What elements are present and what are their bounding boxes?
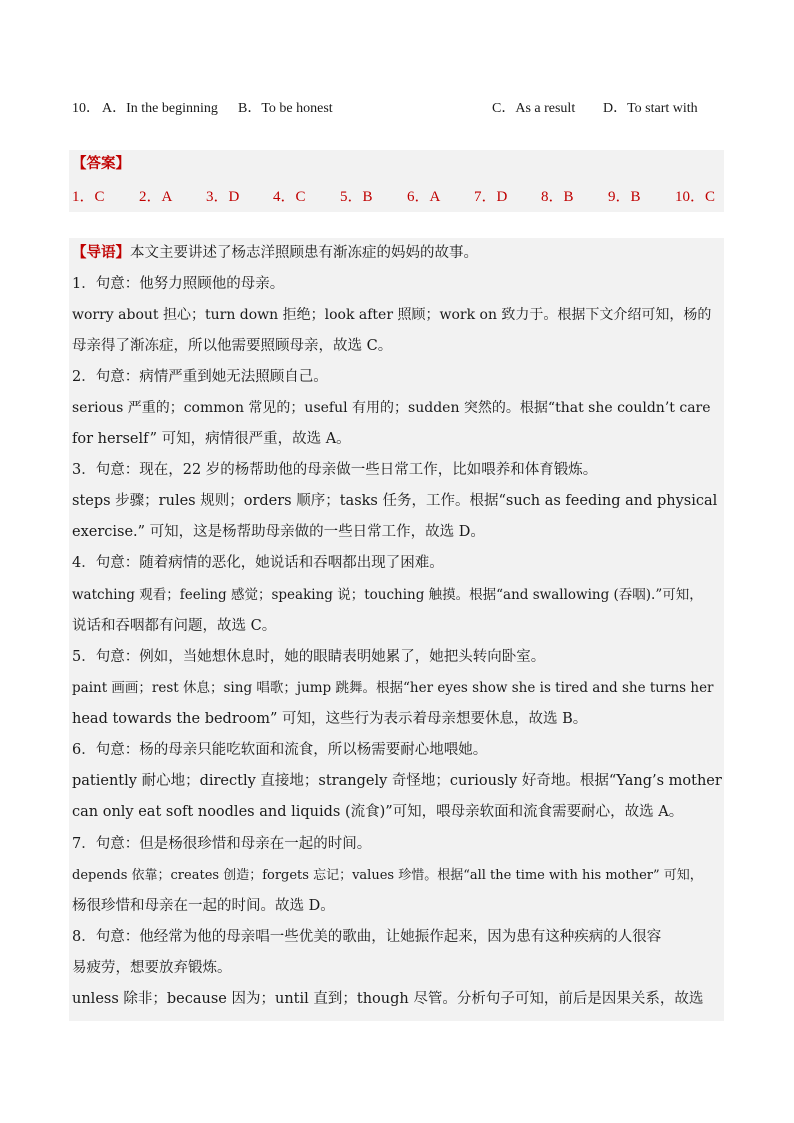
explanation-line: paint 画画；rest 休息；sing 唱歌；jump 跳舞。根据“her eyes show she is tired and she turns her [72, 680, 714, 696]
explanation-line: 易疲劳，想要放弃锻炼。 [72, 960, 232, 976]
explanation-line: 2．句意：病情严重到她无法照顾自己。 [72, 369, 328, 385]
explanation-line: 说话和吞咽都有问题，故选 C。 [72, 618, 277, 634]
answer-item: 8．B [541, 189, 574, 205]
question-10-options [72, 94, 722, 120]
explanation-line: unless 除非；because 因为；until 直到；though 尽管。分析句子可知，前后是因果关系，故选 [72, 991, 704, 1007]
option-c: C．As a result [492, 101, 576, 116]
option-b: B．To be honest [238, 101, 333, 116]
guide-text: 本文主要讲述了杨志洋照顾患有渐冻症的妈妈的故事。 [130, 245, 478, 261]
explanation-line: steps 步骤；rules 规则；orders 顺序；tasks 任务，工作。根据“such as feeding and physical [72, 493, 718, 509]
explanation-line: 3．句意：现在，22 岁的杨帮助他的母亲做一些日常工作，比如喂养和体育锻炼。 [72, 462, 598, 478]
answer-item: 1．C [72, 189, 105, 205]
explanation-line: head towards the bedroom” 可知，这些行为表示着母亲想要休息，故选 B。 [72, 711, 588, 727]
explanation-line: 8．句意：他经常为他的母亲唱一些优美的歌曲，让她振作起来，因为患有这种疾病的人很容 [72, 929, 662, 945]
explanation-line: patiently 耐心地；directly 直接地；strangely 奇怪地；curiously 好奇地。根据“Yang’s mother [72, 773, 722, 789]
explanation-line: watching 观看；feeling 感觉；speaking 说；touching 触摸。根据“and swallowing (吞咽).”可知， [72, 587, 703, 603]
answer-list [72, 180, 722, 210]
option-d: D．To start with [603, 101, 698, 116]
question-number: 10． [72, 101, 100, 116]
guide-line [72, 238, 722, 269]
explanation-line: serious 严重的；common 常见的；useful 有用的；sudden 突然的。根据“that she couldn’t care [72, 400, 711, 416]
answer-item: 4．C [273, 189, 306, 205]
answer-item: 3．D [206, 189, 240, 205]
explanation-line: 7．句意：但是杨很珍惜和母亲在一起的时间。 [72, 836, 372, 852]
answer-heading: 【答案】 [72, 156, 130, 172]
answer-item: 2．A [139, 189, 173, 205]
explanation-line: 6．句意：杨的母亲只能吃软面和流食，所以杨需要耐心地喂她。 [72, 742, 488, 758]
answer-item: 9．B [608, 189, 641, 205]
explanation-line: can only eat soft noodles and liquids (流食)”可知，喂母亲软面和流食需要耐心，故选 A。 [72, 804, 684, 820]
answer-item: 10．C [675, 189, 716, 205]
explanation-line: 母亲得了渐冻症，所以他需要照顾母亲，故选 C。 [72, 338, 393, 354]
explanation-line: 杨很珍惜和母亲在一起的时间。故选 D。 [72, 898, 335, 914]
explanation-line: 4．句意：随着病情的恶化，她说话和吞咽都出现了困难。 [72, 555, 444, 571]
answer-item: 5．B [340, 189, 373, 205]
guide-heading: 【导语】 [72, 245, 130, 261]
answer-item: 7．D [474, 189, 508, 205]
answer-item: 6．A [407, 189, 441, 205]
option-a: A．In the beginning [102, 101, 218, 116]
explanation-line: exercise.” 可知，这是杨帮助母亲做的一些日常工作，故选 D。 [72, 524, 485, 540]
explanation-line: depends 依靠；creates 创造；forgets 忘记；values 珍惜。根据“all the time with his mother” 可知， [72, 868, 703, 883]
explanation-line: worry about 担心；turn down 拒绝；look after 照顾；work on 致力于。根据下文介绍可知，杨的 [72, 307, 712, 323]
explanation-line: for herself” 可知，病情很严重，故选 A。 [72, 431, 351, 447]
explanation-line: 5．句意：例如，当她想休息时，她的眼睛表明她累了，她把头转向卧室。 [72, 649, 546, 665]
explanation-line: 1．句意：他努力照顾他的母亲。 [72, 276, 285, 292]
